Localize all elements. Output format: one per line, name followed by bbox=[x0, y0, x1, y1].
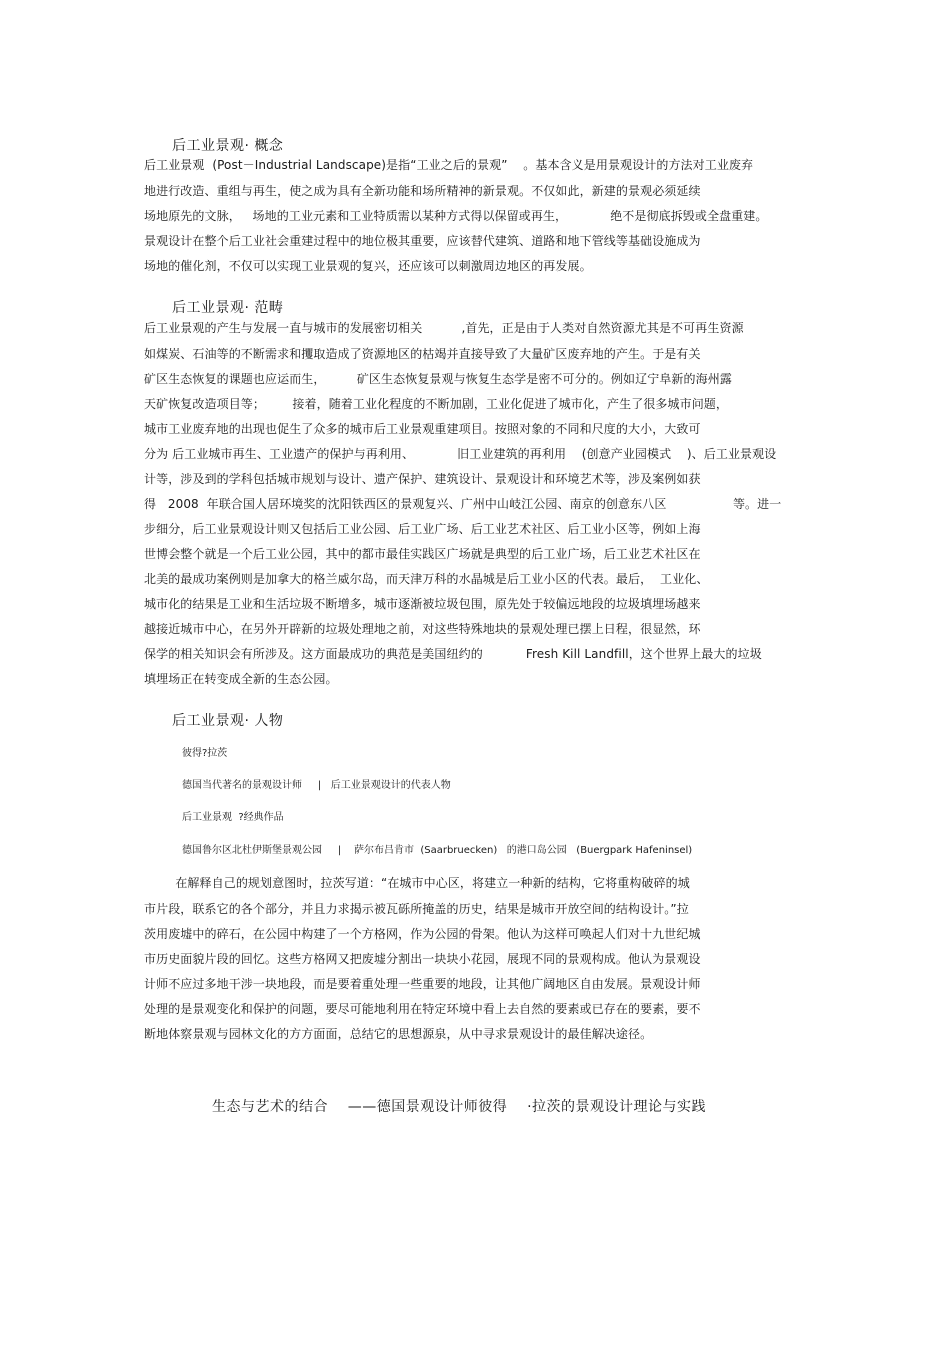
paragraph-line: 场地的催化剂，不仅可以实现工业景观的复兴，还应该可以刺激周边地区的再发展。 bbox=[144, 259, 592, 273]
paragraph-line: 世博会整个就是一个后工业公园，其中的都市最佳实践区广场就是典型的后工业广场，后工业艺术社区在 bbox=[144, 547, 701, 561]
paragraph-line: 在解释自己的规划意图时，拉茨写道：“在城市中心区，将建立一种新的结构，它将重构破碎的城 bbox=[144, 876, 690, 890]
paragraph-line: 处理的是景观变化和保护的问题，要尽可能地利用在特定环境中看上去自然的要素或已存在的要素，要不 bbox=[144, 1002, 701, 1016]
paragraph-line: 场地原先的文脉， 场地的工业元素和工业特质需以某种方式得以保留或再生， 绝不是彻底拆毁或全盘重建。 bbox=[144, 209, 768, 223]
paragraph-line: 后工业景观 (Post－Industrial Landscape)是指“工业之后的景观” 。基本含义是用景观设计的方法对工业废弃 bbox=[144, 158, 754, 172]
section-heading-people: 后工业景观· 人物 bbox=[172, 713, 284, 729]
paragraph-line: 景观设计在整个后工业社会重建过程中的地位极其重要，应该替代建筑、道路和地下管线等基础设施成为 bbox=[144, 234, 701, 248]
paragraph-line: 步细分，后工业景观设计则又包括后工业公园、后工业广场、后工业艺术社区、后工业小区等，例如上海 bbox=[144, 522, 701, 536]
paragraph-line: 城市化的结果是工业和生活垃圾不断增多，城市逐渐被垃圾包围，原先处于较偏远地段的垃圾填埋场越来 bbox=[144, 597, 701, 611]
paragraph-line: 地进行改造、重组与再生，使之成为具有全新功能和场所精神的新景观。不仅如此，新建的景观必须延续 bbox=[144, 184, 701, 198]
article-title: 生态与艺术的结合 ——德国景观设计师彼得 ·拉茨的景观设计理论与实践 bbox=[212, 1099, 707, 1115]
paragraph-line: 保学的相关知识会有所涉及。这方面最成功的典范是美国纽约的 Fresh Kill Landfill，这个世界上最大的垃圾 bbox=[144, 647, 762, 661]
paragraph-line: 越接近城市中心，在另外开辟新的垃圾处理地之前，对这些特殊地块的景观处理已摆上日程，很显然，环 bbox=[144, 622, 701, 636]
paragraph-line: 得 2008 年联合国人居环境奖的沈阳铁西区的景观复兴、广州中山岐江公园、南京的创意东八区 等。进一 bbox=[144, 497, 782, 511]
paragraph-line: 断地体察景观与园林文化的方方面面，总结它的思想源泉，从中寻求景观设计的最佳解决途径。 bbox=[144, 1027, 653, 1041]
section-heading-concept: 后工业景观· 概念 bbox=[172, 138, 284, 154]
works-heading: 后工业景观 ?经典作品 bbox=[182, 812, 284, 823]
section-heading-scope: 后工业景观· 范畴 bbox=[172, 300, 284, 316]
paragraph-line: 茨用废墟中的碎石，在公园中构建了一个方格网，作为公园的骨架。他认为这样可唤起人们对十九世纪城 bbox=[144, 927, 701, 941]
person-description: 德国当代著名的景观设计师 | 后工业景观设计的代表人物 bbox=[182, 780, 451, 791]
paragraph-line: 北美的最成功案例则是加拿大的格兰威尔岛，而天津万科的水晶城是后工业小区的代表。最后， 工业化、 bbox=[144, 572, 709, 586]
paragraph-line: 填埋场正在转变成全新的生态公园。 bbox=[144, 672, 338, 686]
paragraph-line: 后工业景观的产生与发展一直与城市的发展密切相关 ,首先，正是由于人类对自然资源尤其是不可再生资源 bbox=[144, 321, 744, 335]
person-name: 彼得?拉茨 bbox=[182, 748, 228, 759]
paragraph-line: 计师不应过多地干涉一块地段，而是要着重处理一些重要的地段，让其他广阔地区自由发展。景观设计师 bbox=[144, 977, 701, 991]
paragraph-line: 市片段，联系它的各个部分，并且力求揭示被瓦砾所掩盖的历史，结果是城市开放空间的结构设计。”拉 bbox=[144, 902, 689, 916]
paragraph-line: 计等，涉及到的学科包括城市规划与设计、遗产保护、建筑设计、景观设计和环境艺术等，涉及案例如获 bbox=[144, 472, 701, 486]
paragraph-line: 如煤炭、石油等的不断需求和攫取造成了资源地区的枯竭并直接导致了大量矿区废弃地的产生。于是有关 bbox=[144, 347, 701, 361]
paragraph-line: 矿区生态恢复的课题也应运而生， 矿区生态恢复景观与恢复生态学是密不可分的。例如辽宁阜新的海州露 bbox=[144, 372, 732, 386]
paragraph-line: 市历史面貌片段的回忆。这些方格网又把废墟分割出一块块小花园，展现不同的景观构成。他认为景观设 bbox=[144, 952, 701, 966]
works-list: 德国鲁尔区北杜伊斯堡景观公园 | 萨尔布吕肯市 (Saarbruecken) 的港口岛公园 (Buergpark Hafeninsel) bbox=[182, 845, 693, 856]
paragraph-line: 天矿恢复改造项目等； 接着，随着工业化程度的不断加剧，工业化促进了城市化，产生了很多城市问题， bbox=[144, 397, 729, 411]
paragraph-line: 分为 后工业城市再生、工业遗产的保护与再利用、 旧工业建筑的再利用 (创意产业园模式 )、后工业景观设 bbox=[144, 447, 777, 461]
paragraph-line: 城市工业废弃地的出现也促生了众多的城市后工业景观重建项目。按照对象的不同和尺度的大小，大致可 bbox=[144, 422, 701, 436]
